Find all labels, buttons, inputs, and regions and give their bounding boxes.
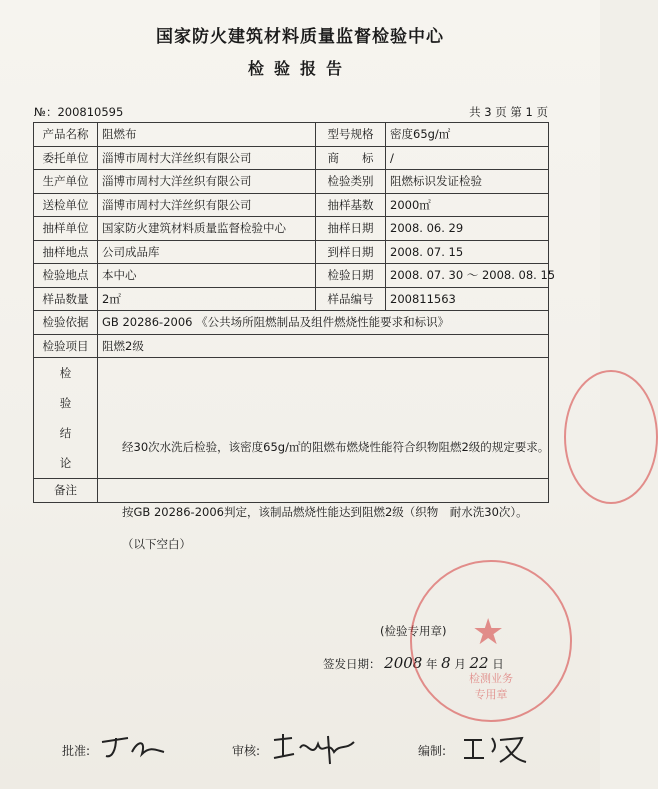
document-subtitle: 检验报告 (247, 59, 352, 78)
reviewer-signature-icon (268, 730, 358, 766)
sample-date-value: 2008. 06. 29 (386, 217, 549, 241)
items-label: 检验项目 (34, 334, 98, 358)
quantity-label: 样品数量 (34, 287, 98, 311)
manufacturer-label: 生产单位 (34, 170, 98, 194)
test-date-value: 2008. 07. 30 ～ 2008. 08. 15 (386, 264, 549, 288)
edge-seal-icon (564, 370, 658, 504)
day-char: 日 (492, 657, 504, 671)
conclusion-paragraph-1: 经30次水洗后检验，该密度65g/㎡的阻燃布燃烧性能符合织物阻燃2级的规定要求。 (122, 440, 550, 454)
table-row (34, 334, 549, 358)
sample-place-label: 抽样地点 (34, 240, 98, 264)
seal-text: 检测业务 (469, 672, 513, 685)
conclusion-label-char: 论 (59, 456, 72, 470)
submitter-label: 送检单位 (34, 193, 98, 217)
official-seal-icon (410, 560, 572, 722)
sign-year: 2008 (384, 654, 423, 672)
items-value: 阻燃2级 (98, 334, 549, 358)
table-row (34, 240, 549, 264)
review-label: 审核: (232, 744, 261, 758)
brand-value: / (386, 146, 549, 170)
sample-base-label: 抽样基数 (316, 193, 386, 217)
category-label: 检验类别 (316, 170, 386, 194)
seal-text: 专用章 (474, 688, 508, 701)
client-value: 淄博市周村大洋丝织有限公司 (98, 146, 316, 170)
conclusion-label-char: 结 (59, 426, 72, 440)
approver-signature-icon (98, 730, 168, 764)
star-icon: ★ (472, 612, 505, 653)
year-char: 年 (426, 657, 438, 671)
test-place-value: 本中心 (98, 264, 316, 288)
month-char: 月 (454, 657, 466, 671)
seal-label: (检验专用章) (380, 624, 447, 638)
report-table (33, 122, 556, 672)
quantity-value: 2㎡ (98, 287, 316, 311)
sampler-label: 抽样单位 (34, 217, 98, 241)
table-row (34, 170, 549, 194)
conclusion-paragraph-2: 按GB 20286-2006判定，该制品燃烧性能达到阻燃2级（织物 耐水洗30次）。 (122, 505, 528, 519)
sign-date-label: 签发日期： (323, 657, 381, 671)
sample-no-value: 200811563 (386, 287, 549, 311)
submitter-value: 淄博市周村大洋丝织有限公司 (98, 193, 316, 217)
table-row (34, 217, 549, 241)
table-row (34, 123, 549, 147)
test-date-label: 检验日期 (316, 264, 386, 288)
sample-date-label: 抽样日期 (316, 217, 386, 241)
conclusion-row (34, 358, 549, 479)
remarks-value (98, 479, 549, 503)
manufacturer-value: 淄博市周村大洋丝织有限公司 (98, 170, 316, 194)
conclusion-body (98, 358, 550, 672)
table-row (34, 311, 549, 335)
model-label: 型号规格 (316, 123, 386, 147)
conclusion-label-char: 检 (59, 366, 72, 380)
sign-month: 8 (441, 654, 451, 672)
approve-label: 批准: (62, 744, 91, 758)
product-name-value: 阻燃布 (98, 123, 316, 147)
document-title: 国家防火建筑材料质量监督检验中心 (156, 27, 444, 47)
client-label: 委托单位 (34, 146, 98, 170)
remarks-label: 备注 (34, 479, 98, 503)
sign-day: 22 (469, 654, 489, 672)
table-row (34, 146, 549, 170)
remarks-row (34, 479, 549, 503)
conclusion-label-char: 验 (59, 396, 72, 410)
basis-label: 检验依据 (34, 311, 98, 335)
basis-value: GB 20286-2006 《公共场所阻燃制品及组件燃烧性能要求和标识》 (98, 311, 549, 335)
sample-no-label: 样品编号 (316, 287, 386, 311)
compiler-signature-icon (460, 730, 530, 766)
test-place-label: 检验地点 (34, 264, 98, 288)
brand-label: 商 标 (316, 146, 386, 170)
sample-base-value: 2000㎡ (386, 193, 549, 217)
table-row (34, 264, 549, 288)
product-name-label: 产品名称 (34, 123, 98, 147)
report-number: №：200810595 (34, 105, 124, 119)
arrival-date-label: 到样日期 (316, 240, 386, 264)
category-value: 阻燃标识发证检验 (386, 170, 549, 194)
arrival-date-value: 2008. 07. 15 (386, 240, 549, 264)
table-row (34, 193, 549, 217)
page-info: 共 3 页 第 1 页 (469, 105, 548, 119)
conclusion-label (34, 358, 98, 479)
sampler-value: 国家防火建筑材料质量监督检验中心 (98, 217, 316, 241)
sample-place-value: 公司成品库 (98, 240, 316, 264)
conclusion-paragraph-3: （以下空白） (122, 537, 191, 551)
compile-label: 编制: (418, 744, 447, 758)
model-value: 密度65g/㎡ (386, 123, 549, 147)
table-row (34, 287, 549, 311)
